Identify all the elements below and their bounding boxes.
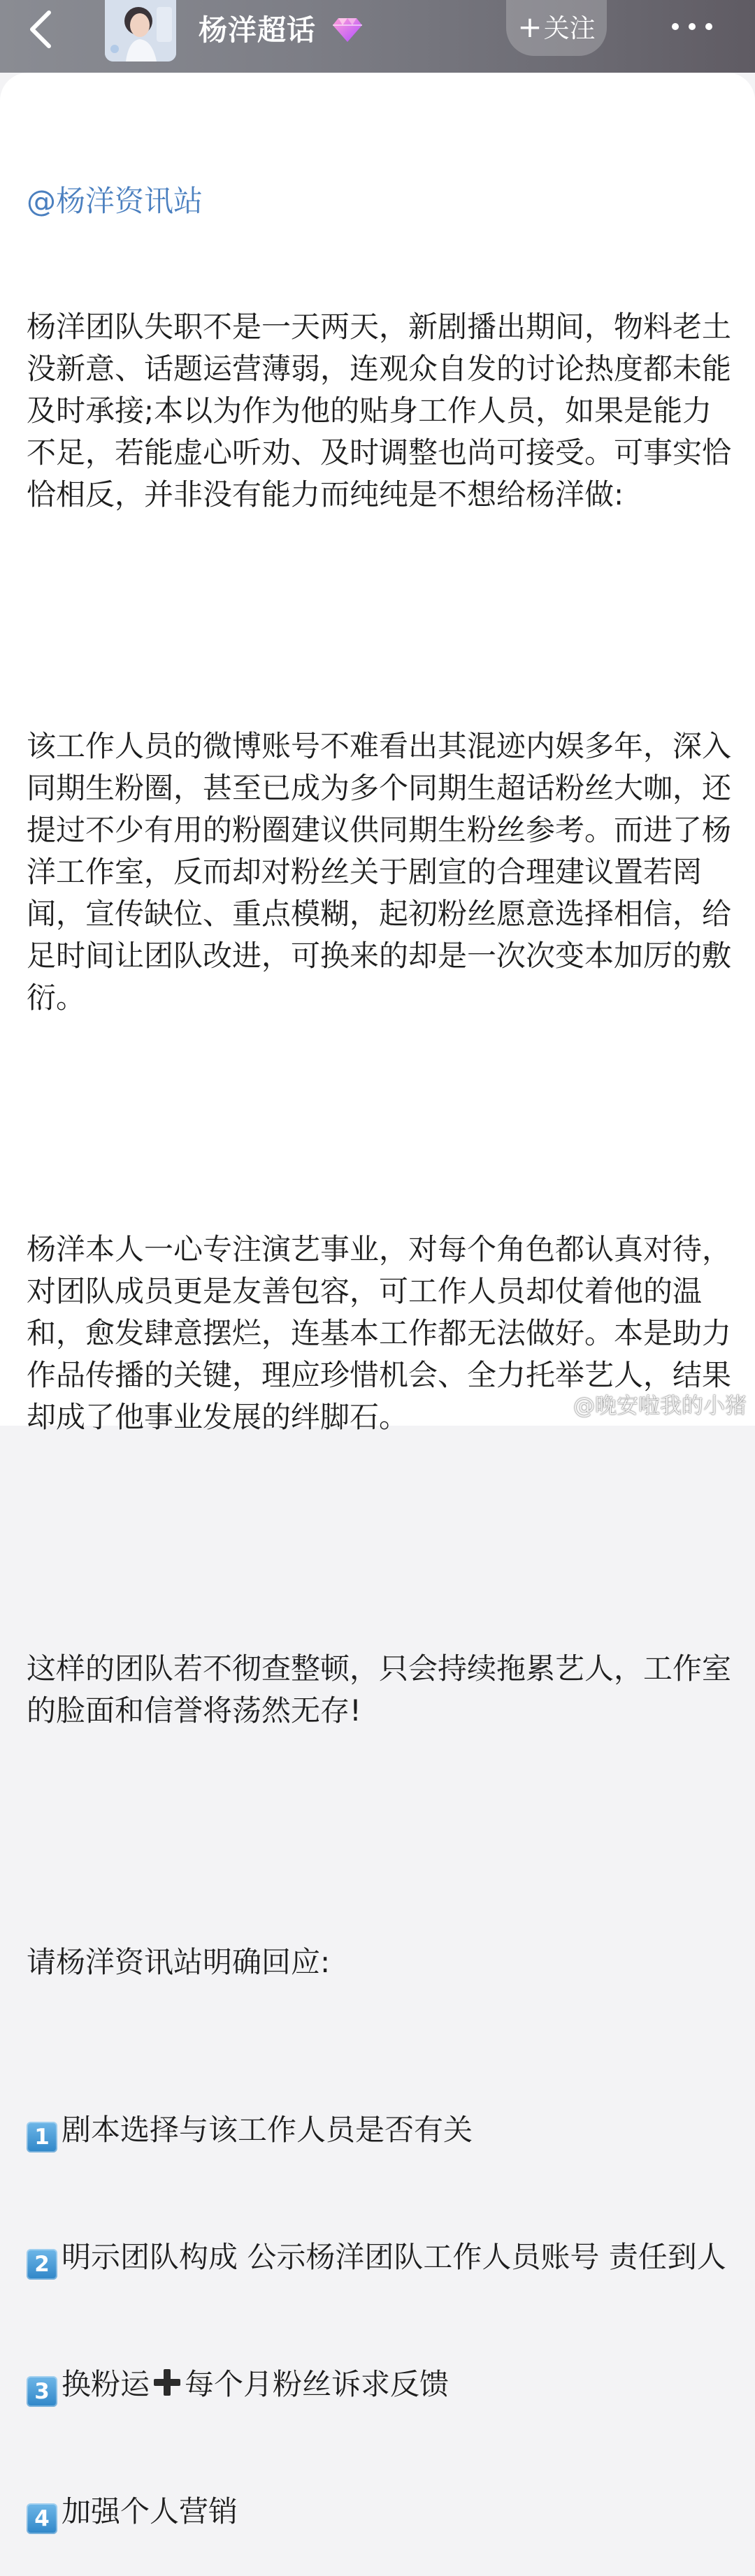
list-item-text: 明示团队构成 公示杨洋团队工作人员账号 责任到人 [62,2240,726,2274]
list-item-text-after: 每个月粉丝诉求反馈 [185,2367,450,2401]
watermark-text: @晚安啦我的小猪 [573,1394,747,1419]
weibo-logo-icon [542,1394,570,1416]
more-dots-icon [664,13,720,41]
plus-icon: + [517,10,542,44]
list-item-text: 加强个人营销 [62,2494,238,2528]
list-item [27,2236,740,2280]
request-intro: 请杨洋资讯站明确回应: [27,1945,331,1979]
more-button[interactable] [664,13,720,41]
post-paragraph-2: 该工作人员的微博账号不难看出其混迹内娱多年，深入同期生粉圈，甚至已成为多个同期生超话粉丝大咖，还提过不少有用的粉圈建议供同期生粉丝参考。而进了杨洋工作室，反而却对粉丝关于剧宣的合理建议置若罔闻，宣传缺位、重点模糊，起初粉丝愿意选择相信，给足时间让团队改进，可换来的却是一次次变本加厉的敷衍。 [27,729,732,1015]
list-item [27,2491,740,2534]
post-paragraph-4: 这样的团队若不彻查整顿，只会持续拖累艺人，工作室的脸面和信誉将荡然无存! [27,1651,732,1728]
topic-avatar[interactable] [105,0,176,61]
topic-header [0,0,755,73]
post-paragraph-1: 杨洋团队失职不是一天两天，新剧播出期间，物料老土没新意、话题运营薄弱，连观众自发的讨论热度都未能及时承接;本以为作为他的贴身工作人员，如果是能力不足，若能虚心听劝、及时调整也尚可接受。可事实恰恰相反，并非没有能力而纯纯是不想给杨洋做: [27,310,732,512]
list-item-text: 剧本选择与该工作人员是否有关 [62,2113,473,2147]
keycap-two-icon: 2 [27,2249,57,2280]
keycap-four-icon: 4 [27,2503,57,2534]
keycap-one-icon: 1 [27,2122,57,2152]
post-body [27,96,740,2576]
keycap-three-icon: 3 [27,2376,57,2407]
post-paragraph-3: 杨洋本人一心专注演艺事业，对每个角色都认真对待，对团队成员更是友善包容，可工作人员却仗着他的温和，愈发肆意摆烂，连基本工作都无法做好。本是助力作品传播的关键，理应珍惜机会、全力托举艺人，结果却成了他事业发展的绊脚石。 [27,1232,732,1434]
follow-button[interactable] [506,0,607,56]
heavy-plus-icon [151,2366,183,2398]
follow-label: 关注 [543,13,596,43]
chevron-left-icon [20,3,64,56]
gem-icon [331,15,364,43]
list-item-text: 换粉运 [62,2367,150,2401]
watermark [542,1391,747,1421]
mention-link[interactable]: @杨洋资讯站 [27,184,203,218]
avatar-image [105,0,176,61]
topic-title: 杨洋超话 [199,13,316,47]
back-button[interactable] [20,3,64,56]
list-item [27,2364,740,2407]
list-item [27,2109,740,2152]
